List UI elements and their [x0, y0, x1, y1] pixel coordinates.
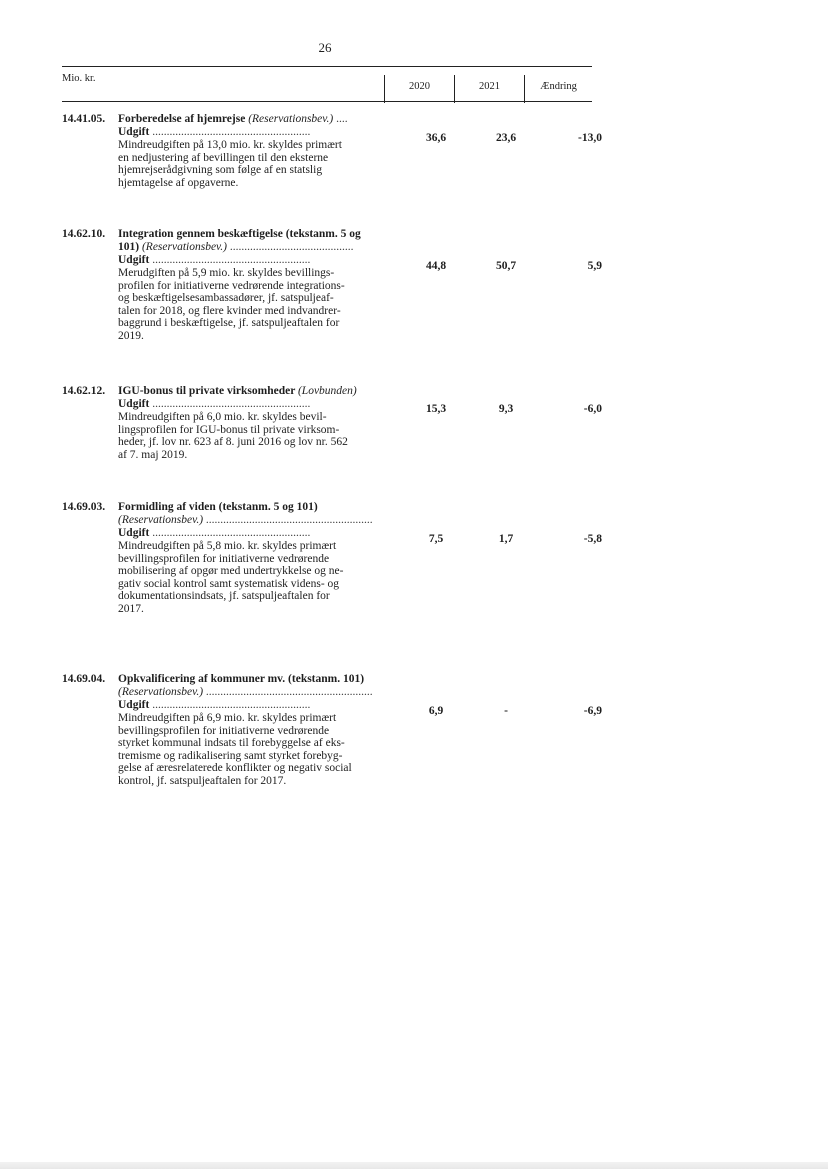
account-number: 14.41.05.: [62, 113, 106, 125]
entry-body: [118, 501, 448, 616]
value-2020: 7,5: [428, 533, 444, 545]
entry-body: [118, 385, 448, 461]
entry-description: Mindreudgiften på 5,8 mio. kr. skyldes primært bevillingsprofilen for initiativerne vedrørende mobilisering af opgør med undertrykkelse og ne- gativ social kontrol samt systematisk videns- og dokumentationsindsats, jf. satspuljeaftalen for 2017.: [118, 540, 344, 615]
entry-title-cont: (Reservationsbev.) ..........................................................: [118, 514, 373, 526]
entry-title-cont: (Reservationsbev.) ..........................................................: [118, 686, 373, 698]
value-2021: 9,3: [498, 403, 514, 415]
entry-description: Mindreudgiften på 13,0 mio. kr. skyldes primært en nedjustering af bevillingen til den eksterne hjemrejserådgivning som følge af en statslig hjemtagelse af opgaverne.: [118, 139, 342, 189]
udgift-label: Udgift .......................................................: [118, 126, 311, 138]
account-number: 14.69.04.: [62, 673, 106, 685]
value-2021: -: [504, 705, 508, 717]
column-2020: 2020: [384, 75, 454, 103]
entry-body: [118, 228, 448, 343]
value-change: -6,0: [583, 403, 602, 415]
value-change: -13,0: [578, 132, 602, 144]
value-2020: 6,9: [428, 705, 444, 717]
entry-description: Mindreudgiften på 6,0 mio. kr. skyldes bevil- lingsprofilen for IGU-bonus til private virksom- heder, jf. lov nr. 623 af 8. juni 2016 og lov nr. 562 af 7. maj 2019.: [118, 411, 348, 461]
value-2020: 36,6: [425, 132, 447, 144]
value-change: -6,9: [583, 705, 602, 717]
value-2020: 44,8: [425, 260, 447, 272]
udgift-label: Udgift .......................................................: [118, 527, 311, 539]
column-2021: 2021: [454, 75, 524, 103]
entry-description: Mindreudgiften på 6,9 mio. kr. skyldes primært bevillingsprofilen for initiativerne vedrørende styrket kommunal indsats til forebyggelse af eks- tremisme og radikalisering samt styrket forebyg- gelse af æresrelaterede konflikter og negativ social kontrol, jf. satspuljeaftalen for 2017.: [118, 712, 352, 787]
account-number: 14.69.03.: [62, 501, 106, 513]
unit-label: Mio. kr.: [62, 73, 96, 84]
udgift-label: Udgift .......................................................: [118, 398, 311, 410]
udgift-label: Udgift .......................................................: [118, 254, 311, 266]
entry-title: Formidling af viden (tekstanm. 5 og 101): [118, 501, 318, 513]
entry-title-cont: 101) (Reservationsbev.) ...........................................: [118, 241, 354, 253]
value-2021: 50,7: [495, 260, 517, 272]
entry-body: [118, 673, 448, 788]
table-header: [62, 66, 592, 102]
entry-title: Integration gennem beskæftigelse (tekstanm. 5 og: [118, 228, 361, 240]
entry-title: IGU-bonus til private virksomheder (Lovbunden): [118, 385, 357, 397]
value-change: -5,8: [583, 533, 602, 545]
column-change: Ændring: [524, 75, 592, 103]
scan-edge: [0, 1162, 828, 1169]
value-2020: 15,3: [425, 403, 447, 415]
entry-description: Merudgiften på 5,9 mio. kr. skyldes bevillings- profilen for initiativerne vedrørende integrations- og beskæftigelsesambassadører, jf. satspuljeaf- talen for 2018, og flere kvinder med indvandrer- baggrund i beskæftigelse, jf. satspuljeaftalen for 2019.: [118, 267, 345, 342]
account-number: 14.62.10.: [62, 228, 106, 240]
entry-body: [118, 113, 448, 189]
value-2021: 1,7: [498, 533, 514, 545]
entry-title: Forberedelse af hjemrejse (Reservationsbev.) ....: [118, 113, 348, 125]
entry-title: Opkvalificering af kommuner mv. (tekstanm. 101): [118, 673, 365, 685]
value-2021: 23,6: [495, 132, 517, 144]
page-number: 26: [318, 40, 332, 55]
account-number: 14.62.12.: [62, 385, 106, 397]
udgift-label: Udgift .......................................................: [118, 699, 311, 711]
value-change: 5,9: [587, 260, 602, 272]
